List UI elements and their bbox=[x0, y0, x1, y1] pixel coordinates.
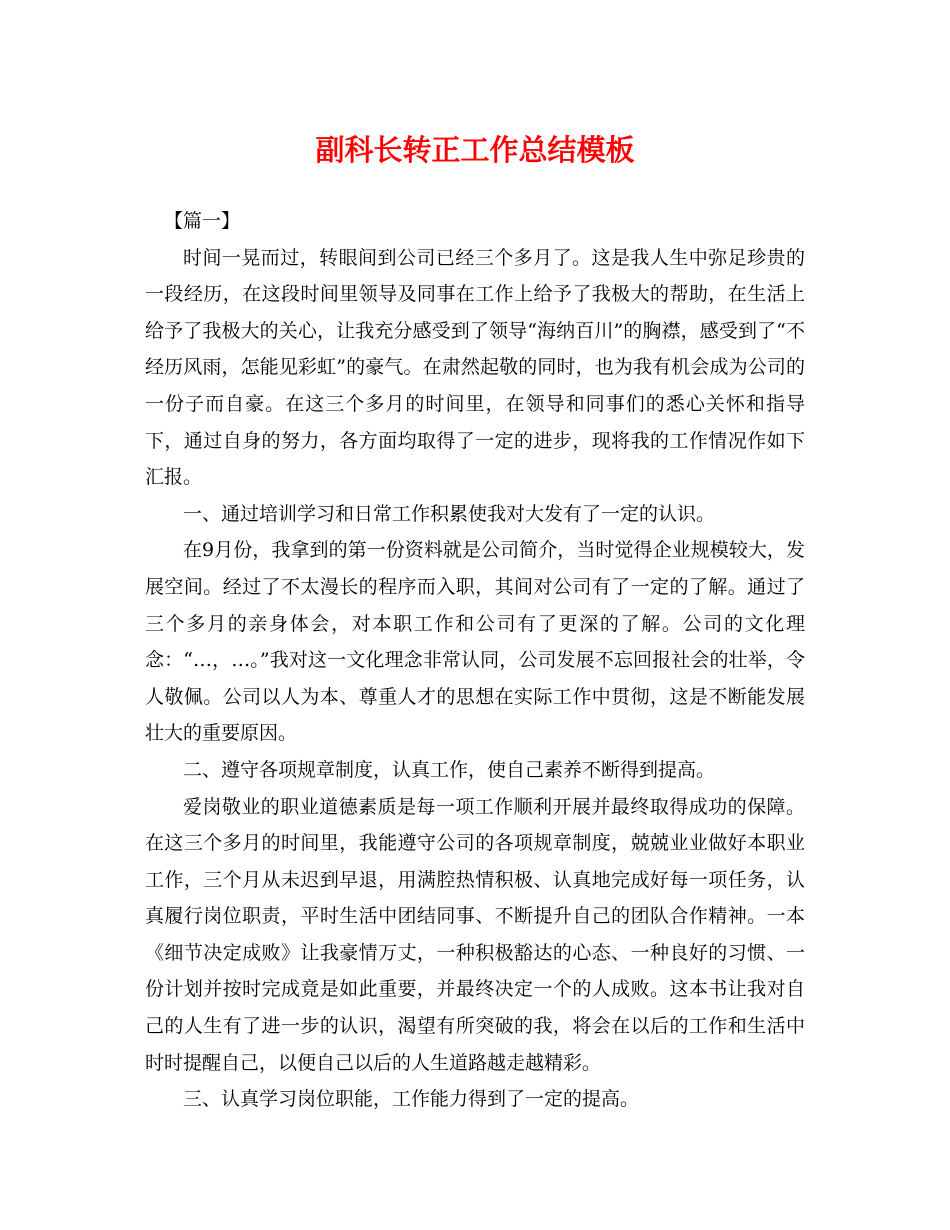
section-heading-1: 一、通过培训学习和日常工作积累使我对大发有了一定的认识。 bbox=[183, 502, 716, 525]
section-heading-3: 三、认真学习岗位职能，工作能力得到了一定的提高。 bbox=[183, 1088, 640, 1111]
paragraph-2: 爱岗敬业的职业道德素质是每一项工作顺利开展并最终取得成功的保障。在这三个多月的时间里，我能遵守公司的各项规章制度，兢兢业业做好本职业工作，三个月从未迟到早退，用满腔热情积极、认真地完成好每一项任务，认真履行岗位职责，平时生活中团结同事、不断提升自己的团队合作精神。一本《细节决定成败》让我豪情万丈，一种积极豁达的心态、一种良好的习惯、一份计划并按时完成竟是如此重要，并最终决定一个的人成败。这本书让我对自己的人生有了进一步的认识，渴望有所突破的我，将会在以后的工作和生活中时时提醒自己，以便自己以后的人生道路越走越精彩。 bbox=[145, 795, 805, 1074]
paragraph-1: 在9月份，我拿到的第一份资料就是公司简介，当时觉得企业规模较大，发展空间。经过了不太漫长的程序而入职，其间对公司有了一定的了解。通过了三个多月的亲身体会，对本职工作和公司有了更深的了解。公司的文化理念：“…，…。”我对这一文化理念非常认同，公司发展不忘回报社会的壮举，令人敬佩。公司以人为本、尊重人才的思想在实际工作中贯彻，这是不断能发展壮大的重要原因。 bbox=[145, 539, 805, 745]
section-heading-2: 二、遵守各项规章制度，认真工作，使自己素养不断得到提高。 bbox=[183, 758, 716, 781]
intro-paragraph: 时间一晃而过，转眼间到公司已经三个多月了。这是我人生中弥足珍贵的一段经历，在这段时间里领导及同事在工作上给予了我极大的帮助，在生活上给予了我极大的关心，让我充分感受到了领导“海纳百川”的胸襟，感受到了“不经历风雨，怎能见彩虹”的豪气。在肃然起敬的同时，也为我有机会成为公司的一份子而自豪。在这三个多月的时间里，在领导和同事们的悉心关怀和指导下，通过自身的努力，各方面均取得了一定的进步，现将我的工作情况作如下汇报。 bbox=[145, 246, 805, 489]
document-body bbox=[145, 203, 805, 1118]
document-title: 副科长转正工作总结模板 bbox=[315, 133, 635, 167]
section-label: 【篇一】 bbox=[164, 210, 241, 232]
